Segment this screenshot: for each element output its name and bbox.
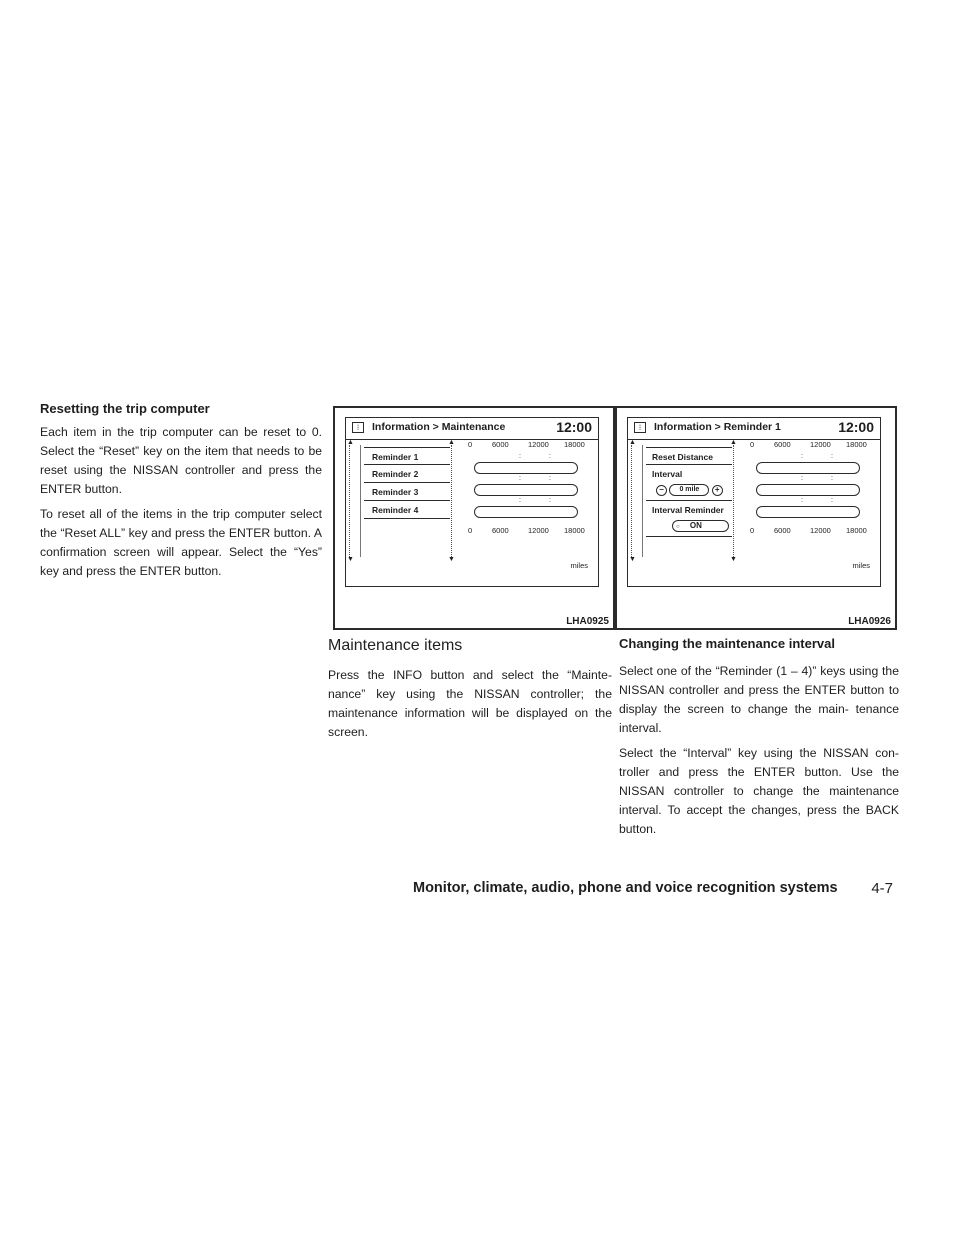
axis-top [464, 440, 596, 452]
reminder-settings-menu [646, 447, 732, 537]
axis-tick: 18000 [564, 440, 585, 449]
menu-item-reminder-3[interactable]: Reminder 3 [364, 483, 450, 501]
screen-clock: 12:00 [556, 419, 592, 435]
maintenance-paragraph: Press the INFO button and select the “Mainte- nance” key using the NISSAN controller; the maintenance information will be displayed on the screen. [328, 668, 612, 739]
left-scroll-scale-icon [631, 445, 643, 557]
info-icon: ⁝ [352, 422, 364, 433]
interval-paragraph-2: Select the “Interval” key using the NISSAN con- troller and press the ENTER button. Use the NISSAN controller to change the maintenance interval. To accept the changes, press the BACK button. [619, 746, 899, 836]
units-label: miles [570, 561, 588, 570]
screen-title: Information > Maintenance [372, 421, 506, 433]
axis-tick: 0 [750, 440, 755, 449]
menu-item-reminder-2[interactable]: Reminder 2 [364, 465, 450, 483]
axis-tick: 12000 [810, 526, 831, 535]
screen-header [346, 418, 598, 440]
screen-header [628, 418, 880, 440]
reset-paragraph-2: To reset all of the items in the trip computer select the “Reset ALL” key and press the ENTER button. A confirmation screen will appear. Select the “Yes” key and press the ENTER button. [40, 507, 322, 578]
axis-tick: 0 [750, 526, 755, 535]
footer-title: Monitor, climate, audio, phone and voice recognition systems [413, 880, 838, 896]
axis-tick: 18000 [564, 526, 585, 535]
reminder-bar-3: :: [756, 506, 860, 518]
axis-bottom [464, 526, 596, 538]
interval-label: Interval [652, 469, 683, 479]
distance-bars [746, 440, 878, 538]
info-icon: ⁝ [634, 422, 646, 433]
screen-clock: 12:00 [838, 419, 874, 435]
reminder-bar-3: :: [474, 506, 578, 518]
reminder-bar-1: :: [474, 462, 578, 474]
interval-reminder-key[interactable] [646, 501, 732, 537]
interval-paragraph-1: Select one of the “Reminder (1 – 4)” keys using the NISSAN controller and press the ENTER button to display the screen to change the main- tenance interval. [619, 664, 899, 735]
menu-item-reminder-1[interactable]: Reminder 1 [364, 447, 450, 465]
minus-icon[interactable]: − [656, 485, 667, 496]
indicator-icon: ○ [676, 524, 680, 530]
reset-paragraph-1: Each item in the trip computer can be reset to 0. Select the “Reset” key on the item that needs to be reset using the NISSAN controller and press the ENTER button. [40, 425, 322, 496]
reminder-screen [627, 417, 881, 587]
axis-tick: 18000 [846, 440, 867, 449]
axis-tick: 12000 [810, 440, 831, 449]
axis-bottom [746, 526, 878, 538]
right-scroll-scale-icon [451, 445, 460, 557]
interval-key[interactable] [646, 465, 732, 501]
left-scroll-scale-icon [349, 445, 361, 557]
interval-value: 0 mile [669, 484, 709, 496]
reminder-bar-2: :: [756, 484, 860, 496]
axis-tick: 12000 [528, 440, 549, 449]
maintenance-screen-figure [333, 406, 615, 630]
axis-top [746, 440, 878, 452]
plus-icon[interactable]: + [712, 485, 723, 496]
menu-item-reminder-4[interactable]: Reminder 4 [364, 501, 450, 519]
reset-section [40, 401, 322, 581]
reminder-bar-2: :: [474, 484, 578, 496]
reset-distance-key[interactable]: Reset Distance [646, 447, 732, 465]
axis-tick: 0 [468, 526, 473, 535]
reminder-menu [364, 447, 450, 519]
maintenance-section [328, 636, 612, 742]
maintenance-heading: Maintenance items [328, 637, 463, 654]
reminder-toggle[interactable] [672, 520, 729, 532]
figure-code: LHA0926 [848, 616, 891, 627]
axis-tick: 6000 [492, 440, 509, 449]
units-label: miles [852, 561, 870, 570]
axis-tick: 0 [468, 440, 473, 449]
maintenance-screen [345, 417, 599, 587]
axis-tick: 18000 [846, 526, 867, 535]
reminder-bar-1: :: [756, 462, 860, 474]
axis-tick: 6000 [774, 440, 791, 449]
axis-tick: 6000 [774, 526, 791, 535]
reminder-state: ON [689, 521, 702, 530]
interval-section [619, 636, 899, 839]
page-number: 4-7 [871, 880, 893, 897]
axis-tick: 6000 [492, 526, 509, 535]
interval-control [656, 484, 723, 496]
reset-heading: Resetting the trip computer [40, 401, 210, 416]
reminder-screen-figure [615, 406, 897, 630]
screen-title: Information > Reminder 1 [654, 421, 781, 433]
axis-tick: 12000 [528, 526, 549, 535]
distance-bars [464, 440, 596, 538]
interval-reminder-label: Interval Reminder [652, 505, 724, 515]
right-scroll-scale-icon [733, 445, 742, 557]
figure-code: LHA0925 [566, 616, 609, 627]
interval-heading: Changing the maintenance interval [619, 636, 835, 651]
